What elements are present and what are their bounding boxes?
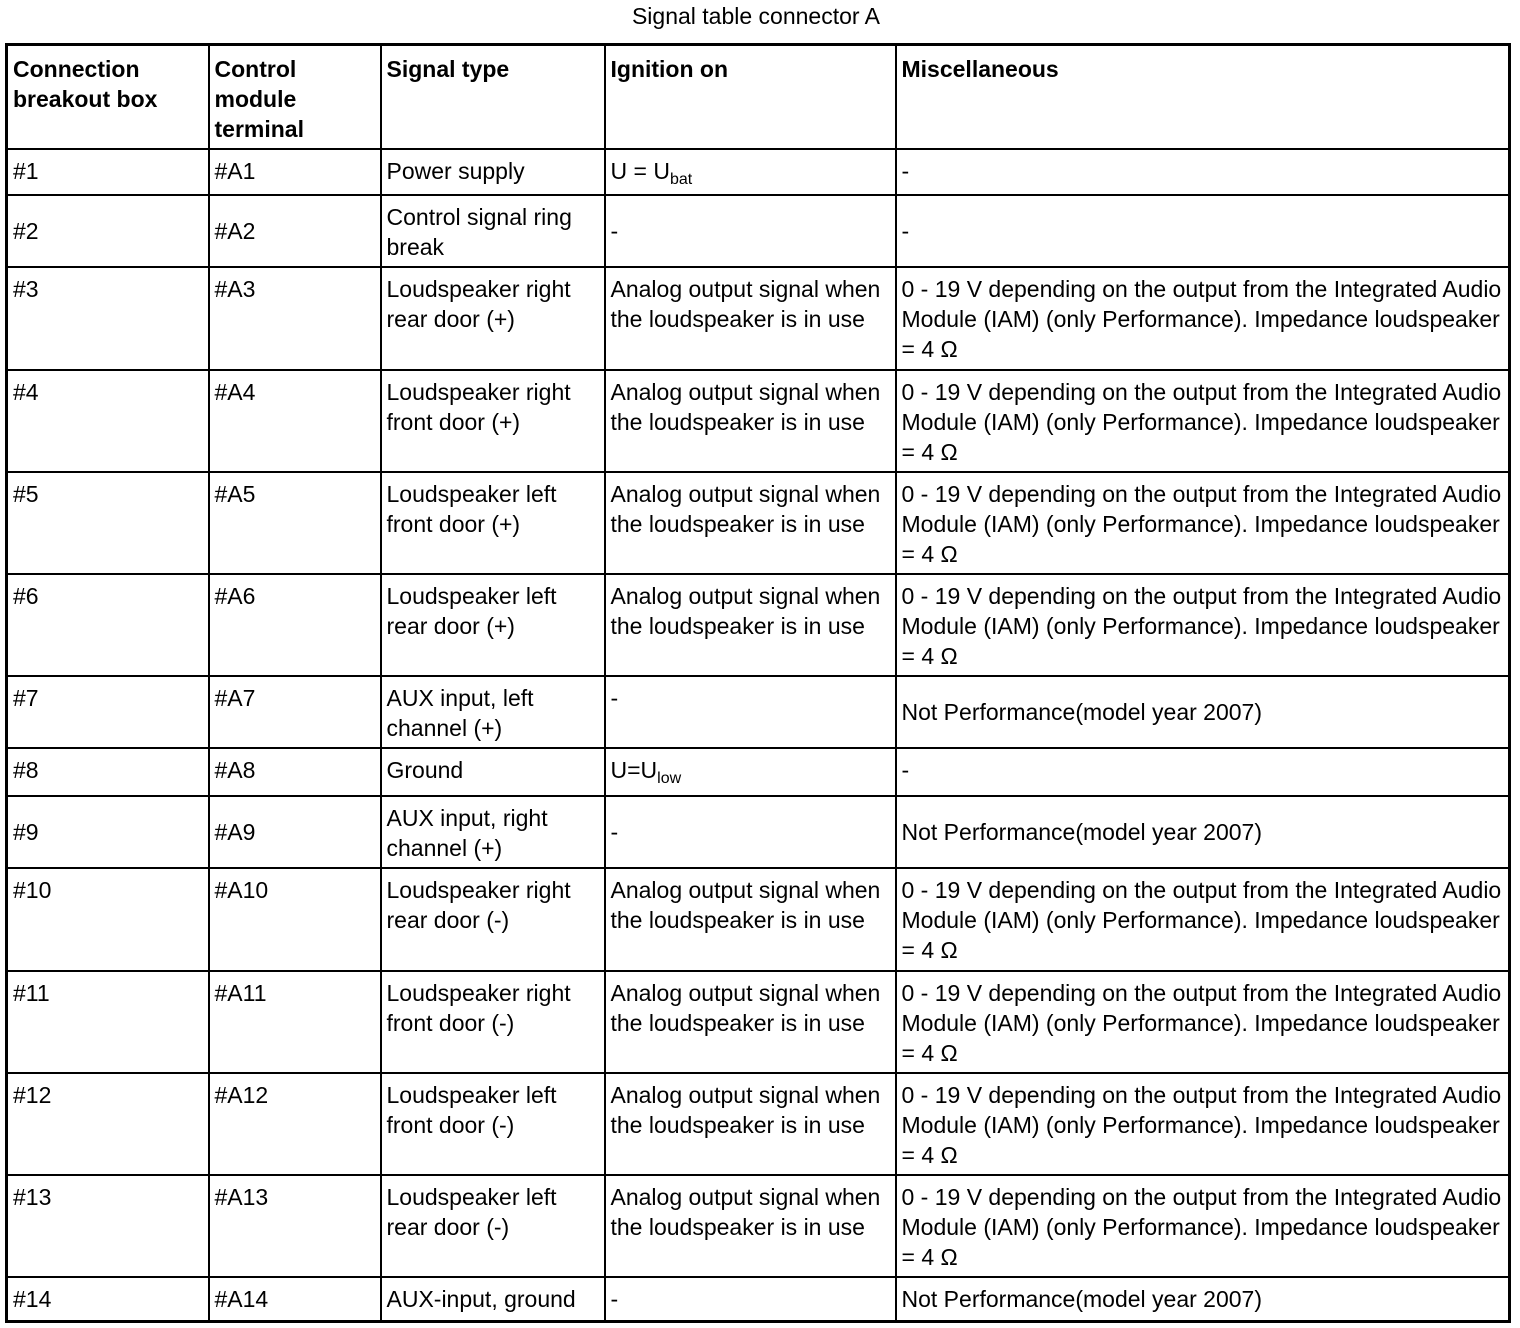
- cell-breakout-box-text: #13: [13, 1184, 52, 1210]
- cell-module-terminal-text: #A14: [214, 1286, 269, 1312]
- cell-ignition-on-text: -: [610, 818, 619, 845]
- table-row: [7, 472, 1510, 574]
- cell-breakout-box: [7, 868, 209, 971]
- cell-signal-type-text: AUX input, right channel (+): [386, 805, 548, 861]
- cell-miscellaneous: [896, 195, 1510, 267]
- cell-signal-type-text: Loudspeaker right front door (-): [386, 980, 571, 1036]
- cell-signal-type-text: AUX input, left channel (+): [386, 685, 534, 741]
- cell-breakout-box-text: #8: [13, 757, 39, 783]
- cell-miscellaneous-text: Not Performance(model year 2007): [901, 818, 1262, 845]
- cell-miscellaneous: [896, 472, 1510, 574]
- cell-miscellaneous-text: -: [901, 757, 910, 783]
- cell-signal-type-text: AUX-input, ground: [386, 1286, 576, 1312]
- cell-signal-type-text: Loudspeaker left rear door (+): [386, 583, 557, 639]
- cell-ignition-on-text: -: [610, 685, 619, 711]
- cell-ignition-on: [605, 574, 896, 676]
- cell-ignition-on: [605, 796, 896, 868]
- cell-ignition-on-text: Analog output signal when the loudspeaker is in use: [610, 1082, 881, 1138]
- cell-module-terminal-text: #A11: [214, 980, 267, 1006]
- cell-signal-type: [381, 267, 605, 370]
- cell-miscellaneous: [896, 1277, 1510, 1321]
- cell-miscellaneous-text: -: [901, 217, 910, 244]
- cell-breakout-box-text: #11: [13, 980, 50, 1006]
- cell-ignition-on-text: Analog output signal when the loudspeaker is in use: [610, 276, 881, 332]
- cell-miscellaneous: [896, 868, 1510, 971]
- cell-module-terminal: [209, 1175, 381, 1277]
- cell-ignition-on: [605, 195, 896, 267]
- cell-module-terminal: [209, 1073, 381, 1175]
- table-body: [7, 149, 1510, 1321]
- cell-signal-type: [381, 195, 605, 267]
- cell-module-terminal-text: #A2: [214, 217, 256, 244]
- cell-signal-type: [381, 1175, 605, 1277]
- cell-ignition-on: [605, 868, 896, 971]
- cell-miscellaneous-text: 0 - 19 V depending on the output from the Integrated Audio Module (IAM) (only Performance). Impedance loudspeaker = 4 Ω: [901, 379, 1502, 465]
- cell-miscellaneous: [896, 676, 1510, 748]
- cell-ignition-on: [605, 149, 896, 195]
- cell-breakout-box: [7, 195, 209, 267]
- cell-ignition-on: [605, 472, 896, 574]
- table-row: [7, 796, 1510, 868]
- table-header-row: [7, 45, 1510, 150]
- cell-ignition-on-text: U = U: [610, 158, 670, 184]
- cell-module-terminal: [209, 195, 381, 267]
- cell-breakout-box-text: #10: [13, 877, 52, 903]
- ignition-subscript: low: [657, 770, 682, 787]
- cell-breakout-box: [7, 267, 209, 370]
- table-row: [7, 370, 1510, 472]
- cell-signal-type-text: Loudspeaker right rear door (-): [386, 877, 571, 933]
- table-row: [7, 676, 1510, 748]
- cell-breakout-box-text: #12: [13, 1082, 52, 1108]
- cell-breakout-box: [7, 676, 209, 748]
- cell-module-terminal-text: #A3: [214, 276, 256, 302]
- cell-signal-type: [381, 971, 605, 1073]
- cell-miscellaneous-text: 0 - 19 V depending on the output from the Integrated Audio Module (IAM) (only Performance). Impedance loudspeaker = 4 Ω: [901, 1184, 1502, 1270]
- cell-module-terminal-text: #A12: [214, 1082, 269, 1108]
- table-row: [7, 868, 1510, 971]
- cell-breakout-box-text: #14: [13, 1286, 52, 1312]
- signal-table: [5, 43, 1511, 1323]
- cell-module-terminal-text: #A7: [214, 685, 256, 711]
- cell-miscellaneous-text: 0 - 19 V depending on the output from the Integrated Audio Module (IAM) (only Performance). Impedance loudspeaker = 4 Ω: [901, 980, 1502, 1066]
- cell-breakout-box: [7, 1175, 209, 1277]
- cell-miscellaneous: [896, 149, 1510, 195]
- cell-signal-type-text: Ground: [386, 757, 464, 783]
- cell-breakout-box-text: #1: [13, 158, 39, 184]
- table-row: [7, 1175, 1510, 1277]
- cell-breakout-box-text: #5: [13, 481, 39, 507]
- cell-ignition-on-text: -: [610, 1286, 619, 1312]
- cell-ignition-on-text: -: [610, 217, 619, 244]
- page-title: Signal table connector A: [631, 3, 881, 29]
- cell-module-terminal: [209, 370, 381, 472]
- cell-ignition-on: [605, 1073, 896, 1175]
- cell-module-terminal-text: #A9: [214, 818, 256, 845]
- table-row: [7, 267, 1510, 370]
- cell-ignition-on-text: Analog output signal when the loudspeaker is in use: [610, 583, 881, 639]
- cell-signal-type: [381, 149, 605, 195]
- cell-module-terminal-text: #A13: [214, 1184, 269, 1210]
- cell-miscellaneous: [896, 796, 1510, 868]
- cell-ignition-on-text: Analog output signal when the loudspeaker is in use: [610, 877, 881, 933]
- cell-ignition-on: [605, 1175, 896, 1277]
- cell-ignition-on: [605, 370, 896, 472]
- cell-breakout-box: [7, 370, 209, 472]
- cell-breakout-box: [7, 971, 209, 1073]
- cell-signal-type-text: Loudspeaker left front door (+): [386, 481, 557, 537]
- cell-signal-type: [381, 574, 605, 676]
- cell-miscellaneous-text: Not Performance(model year 2007): [901, 1286, 1262, 1312]
- cell-ignition-on: [605, 1277, 896, 1321]
- table-row: [7, 149, 1510, 195]
- cell-breakout-box: [7, 472, 209, 574]
- cell-miscellaneous: [896, 574, 1510, 676]
- cell-miscellaneous: [896, 267, 1510, 370]
- cell-module-terminal: [209, 574, 381, 676]
- cell-ignition-on: [605, 676, 896, 748]
- cell-breakout-box: [7, 1277, 209, 1321]
- cell-breakout-box-text: #6: [13, 583, 39, 609]
- header-miscellaneous: Miscellaneous: [896, 45, 1510, 150]
- cell-miscellaneous-text: 0 - 19 V depending on the output from the Integrated Audio Module (IAM) (only Performance). Impedance loudspeaker = 4 Ω: [901, 877, 1502, 963]
- cell-signal-type-text: Loudspeaker right rear door (+): [386, 276, 571, 332]
- cell-signal-type-text: Loudspeaker left front door (-): [386, 1082, 557, 1138]
- header-connection-breakout-box: Connection breakout box: [7, 45, 209, 150]
- cell-module-terminal: [209, 676, 381, 748]
- cell-miscellaneous-text: 0 - 19 V depending on the output from the Integrated Audio Module (IAM) (only Performance). Impedance loudspeaker = 4 Ω: [901, 276, 1502, 362]
- cell-signal-type-text: Loudspeaker left rear door (-): [386, 1184, 557, 1240]
- cell-signal-type: [381, 1277, 605, 1321]
- cell-signal-type-text: Control signal ring break: [386, 204, 572, 260]
- cell-breakout-box-text: #7: [13, 685, 39, 711]
- cell-signal-type: [381, 748, 605, 796]
- cell-ignition-on-text: Analog output signal when the loudspeaker is in use: [610, 481, 881, 537]
- cell-miscellaneous-text: 0 - 19 V depending on the output from the Integrated Audio Module (IAM) (only Performance). Impedance loudspeaker = 4 Ω: [901, 481, 1502, 567]
- cell-module-terminal-text: #A8: [214, 757, 256, 783]
- table-row: [7, 1277, 1510, 1321]
- cell-signal-type: [381, 676, 605, 748]
- cell-module-terminal: [209, 267, 381, 370]
- cell-miscellaneous: [896, 1175, 1510, 1277]
- cell-module-terminal: [209, 971, 381, 1073]
- header-signal-type: Signal type: [381, 45, 605, 150]
- header-control-module-terminal: Control module terminal: [209, 45, 381, 150]
- cell-ignition-on: [605, 748, 896, 796]
- cell-miscellaneous: [896, 370, 1510, 472]
- cell-ignition-on-text: Analog output signal when the loudspeaker is in use: [610, 379, 881, 435]
- cell-module-terminal: [209, 748, 381, 796]
- cell-module-terminal: [209, 868, 381, 971]
- cell-miscellaneous-text: 0 - 19 V depending on the output from the Integrated Audio Module (IAM) (only Performance). Impedance loudspeaker = 4 Ω: [901, 1082, 1502, 1168]
- cell-breakout-box: [7, 748, 209, 796]
- cell-miscellaneous-text: Not Performance(model year 2007): [901, 698, 1262, 725]
- cell-module-terminal: [209, 472, 381, 574]
- cell-breakout-box: [7, 574, 209, 676]
- cell-signal-type: [381, 1073, 605, 1175]
- cell-signal-type-text: Loudspeaker right front door (+): [386, 379, 571, 435]
- cell-breakout-box: [7, 149, 209, 195]
- cell-miscellaneous: [896, 1073, 1510, 1175]
- ignition-subscript: bat: [669, 171, 693, 188]
- table-row: [7, 748, 1510, 796]
- cell-module-terminal: [209, 149, 381, 195]
- table-row: [7, 574, 1510, 676]
- table-row: [7, 1073, 1510, 1175]
- table-row: [7, 195, 1510, 267]
- cell-signal-type: [381, 868, 605, 971]
- cell-ignition-on-text: Analog output signal when the loudspeaker is in use: [610, 1184, 881, 1240]
- cell-breakout-box: [7, 796, 209, 868]
- cell-miscellaneous-text: -: [901, 158, 910, 184]
- cell-miscellaneous-text: 0 - 19 V depending on the output from the Integrated Audio Module (IAM) (only Performance). Impedance loudspeaker = 4 Ω: [901, 583, 1502, 669]
- cell-signal-type-text: Power supply: [386, 158, 525, 184]
- cell-module-terminal-text: #A10: [214, 877, 269, 903]
- cell-miscellaneous: [896, 971, 1510, 1073]
- cell-breakout-box: [7, 1073, 209, 1175]
- cell-breakout-box-text: #2: [13, 217, 39, 244]
- cell-ignition-on: [605, 267, 896, 370]
- cell-ignition-on-text: Analog output signal when the loudspeaker is in use: [610, 980, 881, 1036]
- cell-ignition-on: [605, 971, 896, 1073]
- header-ignition-on: Ignition on: [605, 45, 896, 150]
- cell-module-terminal-text: #A4: [214, 379, 256, 405]
- cell-signal-type: [381, 796, 605, 868]
- cell-module-terminal-text: #A5: [214, 481, 256, 507]
- cell-module-terminal-text: #A6: [214, 583, 256, 609]
- table-row: [7, 971, 1510, 1073]
- cell-signal-type: [381, 370, 605, 472]
- cell-module-terminal: [209, 796, 381, 868]
- cell-signal-type: [381, 472, 605, 574]
- cell-ignition-on-text: U=U: [610, 757, 658, 783]
- cell-miscellaneous: [896, 748, 1510, 796]
- cell-module-terminal: [209, 1277, 381, 1321]
- cell-breakout-box-text: #4: [13, 379, 39, 405]
- cell-breakout-box-text: #3: [13, 276, 39, 302]
- cell-module-terminal-text: #A1: [214, 158, 256, 184]
- cell-breakout-box-text: #9: [13, 818, 39, 845]
